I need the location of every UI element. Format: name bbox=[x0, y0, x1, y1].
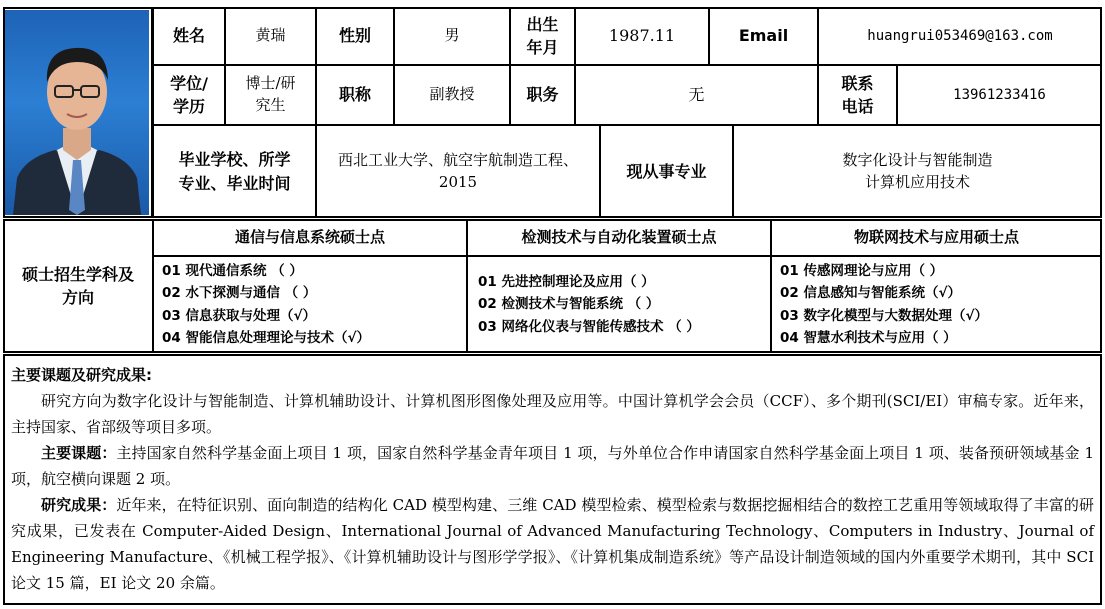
list-item: 02 检测技术与智能系统 （ ） bbox=[478, 296, 660, 313]
list-item: 01 先进控制理论及应用（ ） bbox=[478, 273, 655, 290]
title-label: 职称 bbox=[316, 65, 394, 125]
program-list-communication bbox=[153, 256, 467, 353]
email-value: huangrui053469@163.com bbox=[818, 7, 1102, 65]
phone-label bbox=[818, 65, 897, 125]
list-item: 03 信息获取与处理（√） bbox=[162, 307, 316, 324]
degree-label-text: 学位/学历 bbox=[170, 73, 208, 116]
birth-value: 1987.11 bbox=[575, 7, 709, 65]
admission-label-text: 硕士招生学科及方向 bbox=[22, 264, 135, 307]
title-value: 副教授 bbox=[394, 65, 510, 125]
degree-label bbox=[153, 65, 225, 125]
admission-label bbox=[3, 219, 153, 353]
program-list-iot bbox=[771, 256, 1102, 353]
degree-value bbox=[225, 65, 316, 125]
program-header-communication: 通信与信息系统硕士点 bbox=[153, 219, 467, 256]
list-item: 01 现代通信系统 （ ） bbox=[162, 262, 303, 279]
position-value: 无 bbox=[575, 65, 818, 125]
summary-p3-label: 研究成果： bbox=[41, 496, 117, 514]
list-item: 04 智能信息处理理论与技术（√） bbox=[162, 330, 370, 346]
school-value bbox=[316, 125, 600, 218]
list-item: 01 传感网理论与应用（ ） bbox=[780, 262, 944, 279]
summary-p2-text: 主持国家自然科学基金面上项目 1 项，国家自然科学基金青年项目 1 项，与外单位合作申请国家自然科学基金面上项目 1 项、装备预研领域基金 1 项，航空横向课题 2 项。 bbox=[11, 444, 1094, 488]
birth-label-text: 出生年月 bbox=[526, 14, 559, 57]
major-label: 现从事专业 bbox=[600, 125, 733, 218]
birth-label bbox=[510, 7, 575, 65]
list-item: 03 网络化仪表与智能传感技术 （ ） bbox=[478, 318, 700, 335]
summary-p2-label: 主要课题： bbox=[41, 444, 117, 462]
email-label: Email bbox=[709, 7, 818, 65]
school-label bbox=[153, 125, 316, 218]
gender-value: 男 bbox=[394, 7, 510, 65]
school-label-text: 毕业学校、所学专业、毕业时间 bbox=[178, 150, 291, 193]
summary-paragraph-2 bbox=[11, 440, 1094, 492]
major-value bbox=[733, 125, 1102, 218]
phone-value: 13961233416 bbox=[897, 65, 1102, 125]
photo-frame bbox=[3, 7, 153, 218]
list-item: 04 智慧水利技术与应用（ ） bbox=[780, 330, 957, 346]
name-value: 黄瑞 bbox=[225, 7, 316, 65]
research-summary bbox=[3, 354, 1102, 605]
phone-label-text: 联系电话 bbox=[841, 73, 874, 116]
major-line-1: 数字化设计与智能制造 bbox=[842, 150, 993, 169]
list-item: 03 数字化模型与大数据处理（√） bbox=[780, 307, 988, 324]
summary-paragraph-3 bbox=[11, 492, 1094, 596]
summary-p3-text: 近年来，在特征识别、面向制造的结构化 CAD 模型构建、三维 CAD 模型检索、模型检索与数据挖掘相结合的数控工艺重用等领域取得了丰富的研究成果，已发表在 Computer-Aided Design、International Journal of Advanced Manufacturing Technology、Computers in Industry、Journal of Engineering Manufacture、《机械工程学报》、《计算机辅助设计与图形学学报》、《计算机集成制造系统》等产品设计制造领域的国内外重要学术期刊，其中 SCI 论文 15 篇，EI 论文 20 余篇。 bbox=[11, 496, 1094, 592]
name-label: 姓名 bbox=[153, 7, 225, 65]
program-list-detection bbox=[467, 256, 771, 353]
list-item: 02 水下探测与通信 （ ） bbox=[162, 285, 317, 301]
position-label: 职务 bbox=[510, 65, 575, 125]
program-header-detection: 检测技术与自动化装置硕士点 bbox=[467, 219, 771, 256]
school-value-text: 西北工业大学、航空宇航制造工程、2015 bbox=[337, 150, 578, 191]
gender-label: 性别 bbox=[316, 7, 394, 65]
major-line-2: 计算机应用技术 bbox=[864, 172, 970, 191]
list-item: 02 信息感知与智能系统（√） bbox=[780, 285, 961, 301]
degree-value-text: 博士/研究生 bbox=[245, 74, 296, 114]
program-header-iot: 物联网技术与应用硕士点 bbox=[771, 219, 1102, 256]
summary-title: 主要课题及研究成果: bbox=[11, 366, 152, 384]
summary-paragraph-1: 研究方向为数字化设计与智能制造、计算机辅助设计、计算机图形图像处理及应用等。中国计算机学会会员（CCF）、多个期刊(SCI/EI）审稿专家。近年来，主持国家、省部级等项目多项。 bbox=[11, 392, 1094, 436]
